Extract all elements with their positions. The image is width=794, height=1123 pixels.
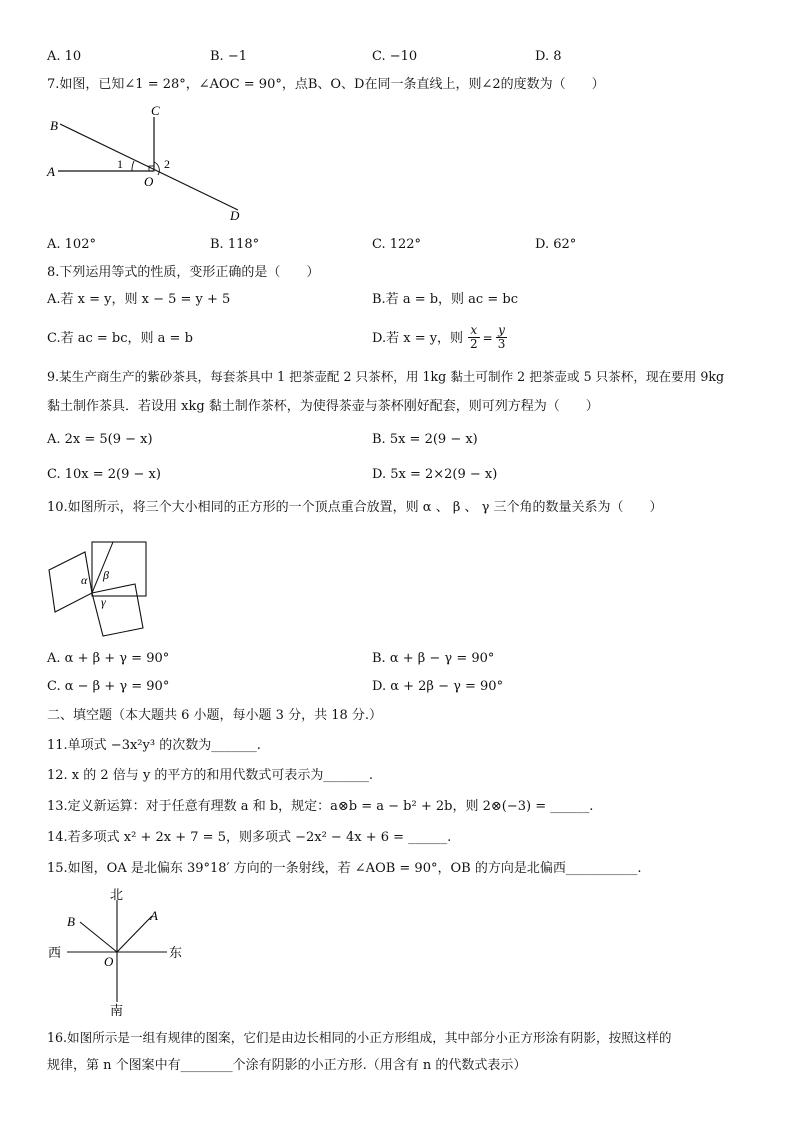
label-east: 东 [169, 945, 183, 960]
q10-squares-figure [45, 528, 160, 643]
frac-left-numerator: x [470, 323, 478, 337]
q15-text: 15.如图，OA 是北偏东 39°18′ 方向的一条射线，若 ∠AOB = 90°，OB 的方向是北偏西___________. [47, 861, 642, 876]
q9-option-a: A. 2x = 5(9 − x) [47, 432, 153, 447]
frac-right-numerator: y [498, 323, 505, 337]
q15-compass-figure [44, 886, 194, 1018]
q6-option-c: C. −10 [372, 49, 418, 64]
q9-stem-line1: 9.某生产商生产的紫砂茶具，每套茶具中 1 把茶壶配 2 只茶杯，用 1kg 黏土可制作 2 把茶壶或 5 只茶杯，现在要用 9kg [47, 369, 725, 384]
q7-option-a: A. 102° [47, 237, 96, 252]
frac-left-denominator: 2 [470, 337, 478, 351]
q8-stem: 8.下列运用等式的性质，变形正确的是（ ） [47, 265, 320, 280]
q7-stem: 7.如图，已知∠1 = 28°，∠AOC = 90°，点B、O、D在同一条直线上，则∠2的度数为（ ） [47, 77, 605, 92]
label-a: A [150, 908, 158, 923]
q14-text: 14.若多项式 x² + 2x + 7 = 5，则多项式 −2x² − 4x + 6 = ______. [47, 830, 452, 845]
ray-ob [80, 922, 117, 952]
section-2-heading: 二、填空题（本大题共 6 小题，每小题 3 分，共 18 分.） [47, 708, 383, 723]
q16-stem-line1: 16.如图所示是一组有规律的图案，它们是由边长相同的小正方形组成，其中部分小正方形涂有阴影，按照这样的 [47, 1030, 672, 1045]
label-o: O [104, 954, 114, 969]
label-angle-2: 2 [164, 157, 170, 171]
q10-option-c: C. α − β + γ = 90° [47, 679, 170, 694]
label-o: O [144, 174, 154, 189]
q10-stem: 10.如图所示，将三个大小相同的正方形的一个顶点重合放置，则 α 、 β 、 γ 三个角的数量关系为（ ） [47, 500, 663, 515]
q7-option-d: D. 62° [535, 237, 577, 252]
label-a: A [47, 164, 55, 179]
q9-option-b: B. 5x = 2(9 − x) [372, 432, 478, 447]
frac-equals: = [482, 330, 493, 345]
label-d: D [230, 208, 240, 223]
label-west: 西 [48, 945, 62, 960]
q9-option-c: C. 10x = 2(9 − x) [47, 467, 161, 482]
q10-option-d: D. α + 2β − γ = 90° [372, 679, 504, 694]
q8-option-c: C.若 ac = bc，则 a = b [47, 331, 193, 346]
q7-angle-figure [40, 100, 260, 225]
q10-option-a: A. α + β + γ = 90° [47, 651, 170, 666]
frac-right-denominator: 3 [497, 337, 506, 351]
q8-option-a: A.若 x = y，则 x − 5 = y + 5 [47, 292, 231, 307]
label-south: 南 [110, 1003, 124, 1018]
label-b: B [50, 118, 58, 133]
q9-stem-line2: 黏土制作茶具．若设用 xkg 黏土制作茶杯，为使得茶壶与茶杯刚好配套，则可列方程为（ ） [47, 399, 599, 414]
q6-option-b: B. −1 [210, 49, 247, 64]
label-c: C [151, 103, 160, 118]
q8-option-d-fraction [468, 324, 507, 351]
square-bottom [92, 584, 143, 636]
angle-1-arc [132, 161, 134, 171]
label-gamma: γ [101, 595, 106, 609]
q8-option-d: D.若 x = y，则 [372, 331, 464, 346]
q11-text: 11.单项式 −3x²y³ 的次数为_______. [47, 738, 261, 753]
q7-option-c: C. 122° [372, 237, 422, 252]
q13-text: 13.定义新运算：对于任意有理数 a 和 b，规定：a⊗b = a − b² + 2b，则 2⊗(−3) = ______. [47, 799, 594, 814]
q16-stem-line2: 规律，第 n 个图案中有________个涂有阴影的小正方形.（用含有 n 的代数式表示） [47, 1058, 527, 1073]
q6-option-d: D. 8 [535, 49, 562, 64]
q9-option-d: D. 5x = 2×2(9 − x) [372, 467, 498, 482]
angle-2-arc [154, 162, 159, 175]
ray-oa [117, 916, 152, 952]
label-alpha: α [81, 573, 88, 587]
q7-option-b: B. 118° [210, 237, 260, 252]
q12-text: 12. x 的 2 倍与 y 的平方的和用代数式可表示为_______. [47, 768, 374, 783]
label-beta: β [103, 568, 109, 582]
q8-option-b: B.若 a = b，则 ac = bc [372, 292, 518, 307]
q10-option-b: B. α + β − γ = 90° [372, 651, 495, 666]
label-angle-1: 1 [117, 157, 123, 171]
label-north: 北 [110, 887, 124, 902]
label-b: B [67, 914, 75, 929]
q6-option-a: A. 10 [47, 49, 82, 64]
